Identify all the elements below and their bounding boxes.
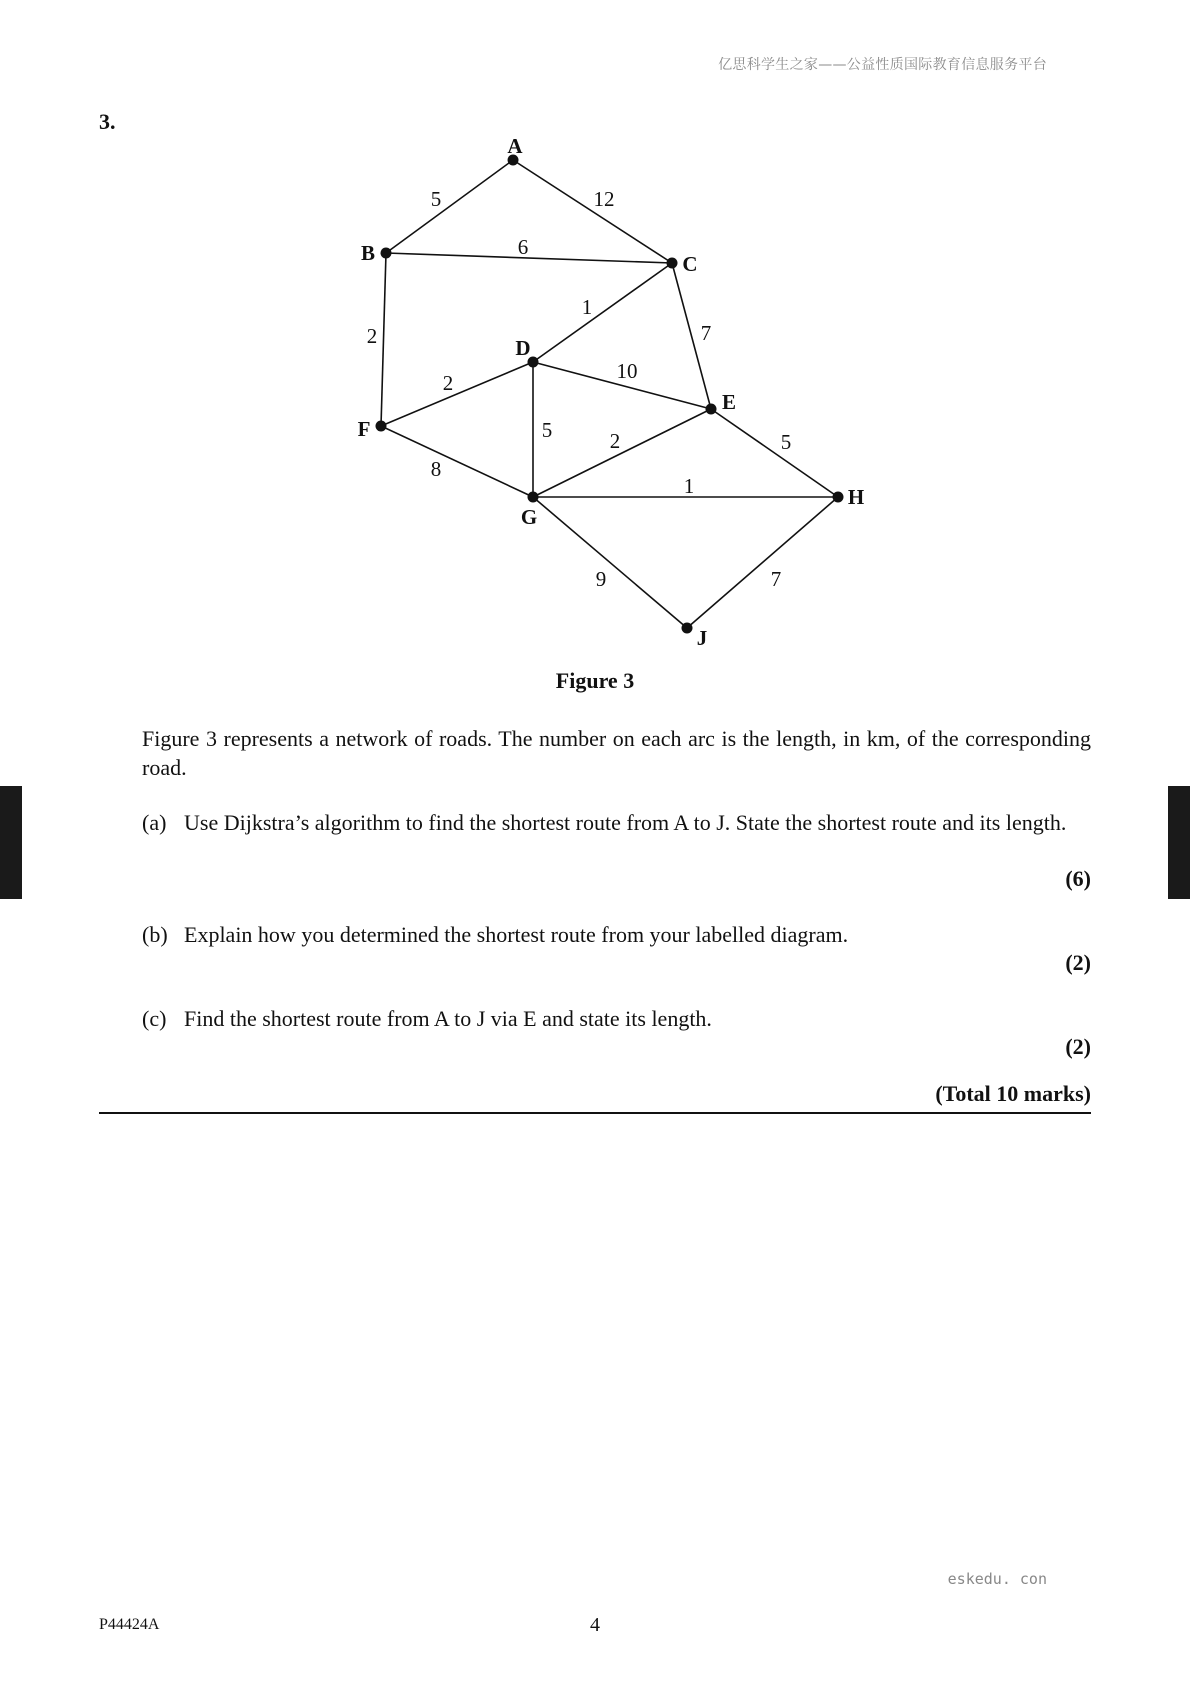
footer-site: eskedu. con [947, 1570, 1047, 1588]
part-c-label: (c) [142, 1006, 167, 1031]
node-F [376, 421, 387, 432]
node-label-B: B [360, 241, 376, 265]
node-label-C: C [682, 252, 698, 276]
node-E [706, 404, 717, 415]
edge-weight-G-H: 1 [683, 474, 695, 498]
edge-B-F [381, 253, 386, 426]
part-b [142, 920, 1091, 949]
part-b-label: (b) [142, 922, 168, 947]
node-label-A: A [507, 134, 523, 158]
edge-weight-E-G: 2 [609, 429, 621, 453]
figure-caption: Figure 3 [555, 668, 635, 693]
edge-weight-H-J: 7 [770, 567, 782, 591]
part-c-marks: (2) [1065, 1034, 1091, 1059]
edge-H-J [687, 497, 838, 628]
edge-F-G [381, 426, 533, 497]
part-b-text: Explain how you determined the shortest route from your labelled diagram. [184, 922, 849, 947]
node-C [667, 258, 678, 269]
node-G [528, 492, 539, 503]
edge-D-F [381, 362, 533, 426]
part-a [142, 808, 1091, 837]
header-watermark: 亿思科学生之家——公益性质国际教育信息服务平台 [718, 57, 1047, 73]
edge-G-J [533, 497, 687, 628]
intro-paragraph: Figure 3 represents a network of roads. The number on each arc is the length, in km, of the corresponding road. [142, 726, 1091, 780]
edge-weight-A-B: 5 [430, 187, 442, 211]
left-edge-tab [0, 786, 22, 899]
edge-weight-C-E: 7 [700, 321, 712, 345]
edge-A-B [386, 160, 513, 253]
edge-C-D [533, 263, 672, 362]
total-marks: (Total 10 marks) [935, 1081, 1091, 1106]
node-label-F: F [357, 417, 371, 441]
edge-weight-B-F: 2 [366, 324, 378, 348]
node-H [833, 492, 844, 503]
right-edge-tab [1168, 786, 1190, 899]
edge-weight-D-G: 5 [541, 418, 553, 442]
edge-A-C [513, 160, 672, 263]
part-a-text: Use Dijkstra’s algorithm to find the shortest route from A to J. State the shortest route and its length. [184, 810, 1067, 835]
part-c-text: Find the shortest route from A to J via E and state its length. [184, 1006, 712, 1031]
part-a-label: (a) [142, 810, 167, 835]
node-label-J: J [696, 626, 708, 650]
node-J [682, 623, 693, 634]
part-b-marks: (2) [1065, 950, 1091, 975]
question-number: 3. [99, 109, 116, 134]
edge-weight-F-G: 8 [430, 457, 442, 481]
edge-B-C [386, 253, 672, 263]
edge-weight-D-F: 2 [442, 371, 454, 395]
edge-weight-A-C: 12 [593, 187, 615, 211]
part-a-marks: (6) [1065, 866, 1091, 891]
node-label-H: H [847, 485, 865, 509]
node-label-E: E [721, 390, 737, 414]
edge-weight-D-E: 10 [616, 359, 638, 383]
edge-weight-B-C: 6 [517, 235, 529, 259]
node-label-G: G [520, 505, 538, 529]
footer-paper-code: P44424A [99, 1616, 160, 1633]
edge-weight-E-H: 5 [780, 430, 792, 454]
edge-weight-C-D: 1 [581, 295, 593, 319]
edge-weight-G-J: 9 [595, 567, 607, 591]
node-B [381, 248, 392, 259]
network-figure [0, 0, 1190, 680]
footer-page-number: 4 [590, 1614, 600, 1636]
edge-E-H [711, 409, 838, 497]
node-label-D: D [515, 336, 531, 360]
divider-rule [99, 1112, 1091, 1114]
part-c [142, 1004, 1091, 1033]
